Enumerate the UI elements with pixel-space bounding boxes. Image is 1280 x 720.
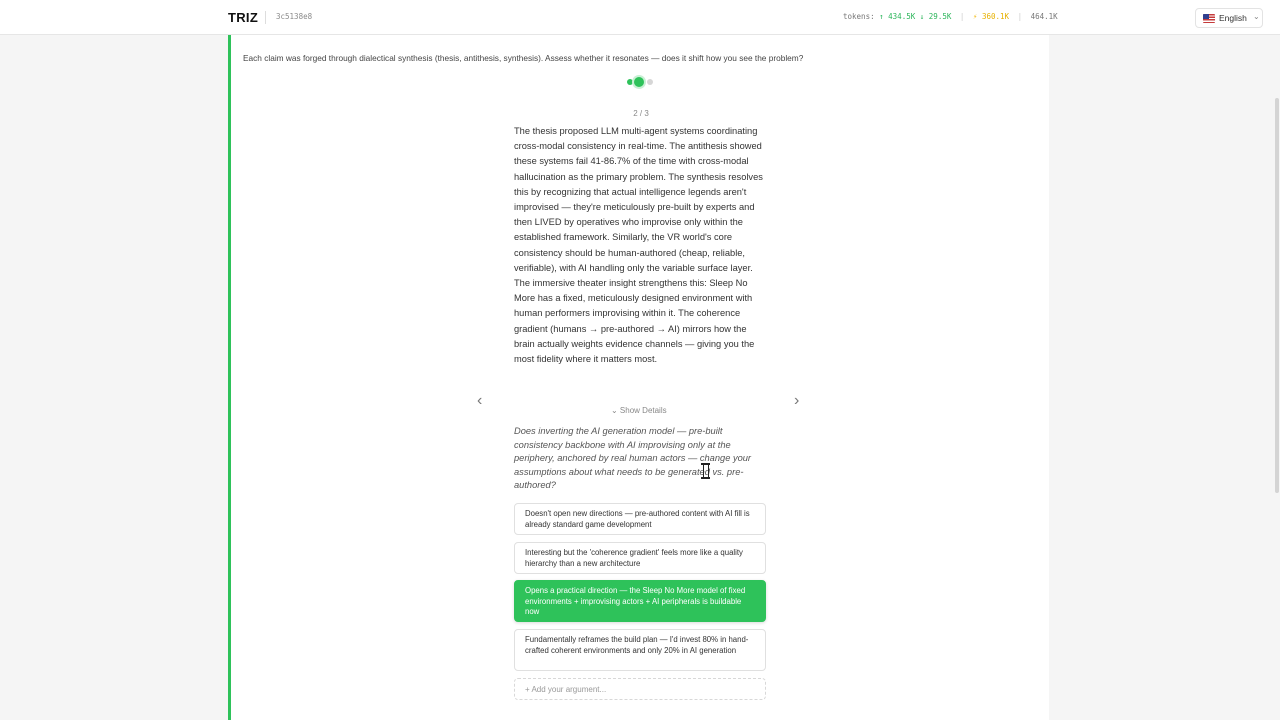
language-label: English	[1219, 13, 1247, 23]
option-interesting-but[interactable]: Interesting but the 'coherence gradient' feels more like a quality hierarchy than a new architecture	[514, 542, 766, 574]
divider	[265, 11, 266, 24]
tokens-cached: 360.1K	[981, 12, 1010, 21]
claim-text: The thesis proposed LLM multi-agent systems coordinating cross-modal consistency in real-time. The antithesis showed these systems fail 41-86.7% of the time with cross-modal hallucination as the primary problem. The synthesis resolves this by recognizing that actual intelligence legends aren't improvised — they're meticulously pre-built by experts and then LIVED by operatives who improvise only within the established framework. Similarly, the VR world's core consistency should be human-authored (cheap, reliable, verifiable), with AI handling only the variable surface layer. The immersive theater insight strengthens this: Sleep No More has a fixed, meticulously designed environment with human performers improvising within it. The coherence gradient (humans → pre-authored → AI) mirrors how the brain actually weights evidence channels — giving you the most fidelity where it matters most.	[514, 126, 763, 365]
tokens-out: ↓ 29.5K	[919, 12, 952, 21]
app-logo[interactable]: TRIZ	[228, 10, 259, 25]
add-argument-input[interactable]: + Add your argument...	[514, 678, 766, 700]
option-opens-practical-direction[interactable]: Opens a practical direction — the Sleep No More model of fixed environments + improvising actors + AI peripherals is buildable now	[514, 580, 766, 622]
token-usage	[843, 12, 1058, 21]
bolt-icon: ⚡	[972, 12, 978, 21]
chevron-left-icon[interactable]: ‹	[477, 392, 483, 409]
language-selector[interactable]	[1195, 8, 1263, 28]
divider: |	[959, 12, 965, 21]
session-id: 3c5138e8	[276, 12, 313, 21]
page-scrollbar[interactable]	[1275, 98, 1279, 493]
tokens-in: ↑ 434.5K	[879, 12, 916, 21]
text-cursor-icon	[703, 464, 709, 478]
divider: |	[1017, 12, 1023, 21]
chevron-right-icon[interactable]: ›	[794, 392, 800, 409]
carousel-dot-2-active[interactable]	[634, 77, 644, 87]
carousel-dot-1[interactable]	[627, 79, 633, 85]
top-bar	[0, 0, 1280, 35]
panel-intro: Each claim was forged through dialectical synthesis (thesis, antithesis, synthesis). Assess whether it resonates — does it shift how you see the problem?	[243, 53, 804, 63]
reflection-question: Does inverting the AI generation model — pre-built consistency backbone with AI improvising only at the periphery, anchored by real human actors — change your assumptions about what needs to be generated vs. pre-authored?	[514, 426, 752, 490]
card-counter: 2 / 3	[633, 109, 649, 118]
knowledge-gems-panel	[228, 35, 1049, 720]
chevron-down-icon: ⌄	[1253, 12, 1260, 21]
tokens-label: tokens:	[843, 12, 875, 21]
option-doesnt-open-new-directions[interactable]: Doesn't open new directions — pre-authored content with AI fill is already standard game development	[514, 503, 766, 535]
option-fundamentally-reframes[interactable]: Fundamentally reframes the build plan — I'd invest 80% in hand-crafted coherent environments and only 20% in AI generation	[514, 629, 766, 671]
carousel-dot-3[interactable]	[647, 79, 653, 85]
show-details-toggle[interactable]: ⌄ Show Details	[611, 406, 667, 415]
tokens-total: 464.1K	[1030, 12, 1058, 21]
us-flag-icon	[1203, 14, 1215, 23]
